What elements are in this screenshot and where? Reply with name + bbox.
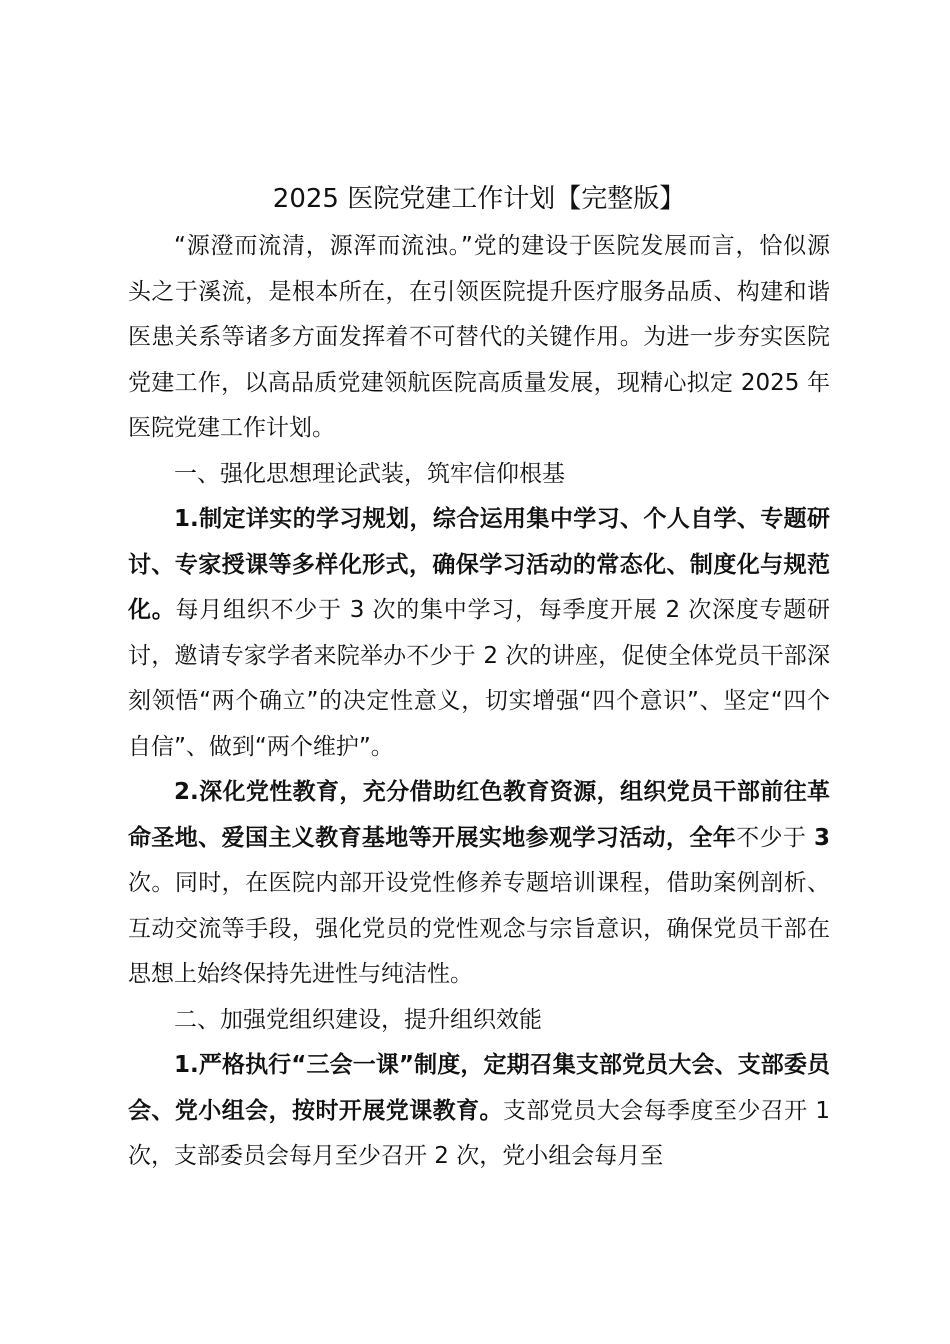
document-title: 2025 医院党建工作计划【完整版】 <box>272 184 686 214</box>
section1-item1-text: 每月组织不少于 3 次的集中学习，每季度开展 2 次深度专题研讨，邀请专家学者来院举办不少于 2 次的讲座，促使全体党员干部深刻领悟“两个确立”的决定性意义，切实增强“四个意识”、坚定“四个自信”、做到“两个维护”。 <box>128 597 830 760</box>
section1-item2-mid: 不少于 <box>736 824 814 851</box>
intro-paragraph: “源澄而流清，源浑而流浊。”党的建设于医院发展而言，恰似源头之于溪流，是根本所在，在引领医院提升医疗服务品质、构建和谐医患关系等诸多方面发挥着不可替代的关键作用。为进一步夯实医院党建工作，以高品质党建领航医院高质量发展，现精心拟定 2025 年医院党建工作计划。 <box>128 233 830 441</box>
section1-item2-bold: 2.深化党性教育，充分借助红色教育资源，组织党员干部前往革命圣地、爱国主义教育基地等开展实地参观学习活动，全年 <box>128 779 830 851</box>
section2-item1-bold: 1.严格执行“三会一课”制度，定期召集支部党员大会、支部委员会、党小组会，按时开展党课教育。 <box>128 1052 830 1124</box>
section1-item1 <box>128 497 830 770</box>
section-heading-2: 二、加强党组织建设，提升组织效能 <box>174 1006 542 1033</box>
section2-item1-text: 支部党员大会每季度至少召开 1 次，支部委员会每月至少召开 2 次，党小组会每月至 <box>128 1097 831 1169</box>
section1-item2-num: 3 <box>814 824 831 851</box>
document-page <box>128 180 830 1180</box>
section1-item2 <box>128 770 830 998</box>
section1-item2-text: 次。同时，在医院内部开设党性修养专题培训课程，借助案例剖析、互动交流等手段，强化党员的党性观念与宗旨意识，确保党员干部在思想上始终保持先进性与纯洁性。 <box>128 870 830 987</box>
section2-item1 <box>128 1043 830 1180</box>
section-heading-1: 一、强化思想理论武装，筑牢信仰根基 <box>174 460 565 487</box>
section1-item1-bold: 1.制定详实的学习规划，综合运用集中学习、个人自学、专题研讨、专家授课等多样化形式，确保学习活动的常态化、制度化与规范化。 <box>128 506 830 623</box>
